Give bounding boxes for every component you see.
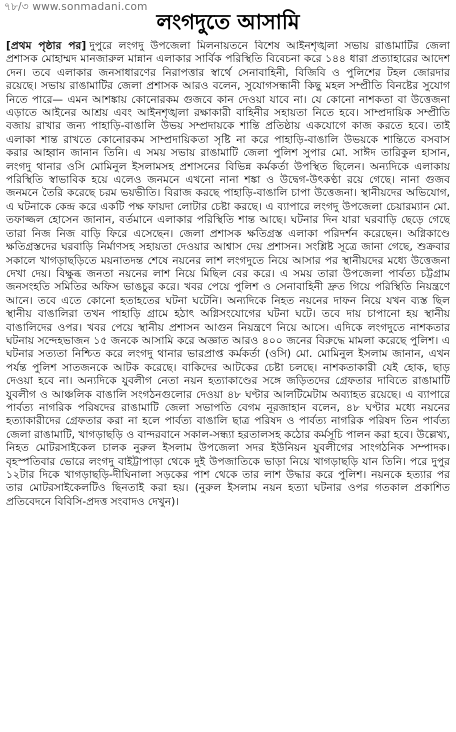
article-paragraph bbox=[6, 40, 450, 509]
continuation-label: [প্রথম পৃষ্ঠার পর] bbox=[6, 40, 87, 52]
site-watermark: ৭৮/৩ www.sonmadani.com bbox=[4, 1, 148, 13]
article-body-text: দুপুরে লংগদু উপজেলা মিলনায়তনে বিশেষ আইনশৃঙ্খলা সভায় রাঙামাটির জেলা প্রশাসক মোহাম্মদ মানজারুল মান্নান এলাকার সার্বিক পরিস্থিতি বিবেচনা করে ১৪৪ ধারা প্রত্যাহারের আদেশ দেন। তবে এলাকার জনসাধারণের নিরাপত্তার স্বার্থে সেনাবাহিনী, বিজিবি ও পুলিশের টহল জোরদার রয়েছে। সভায় রাঙামাটির জেলা প্রশাসক আরও বলেন, সুযোগসন্ধানী কিছু মহল সম্প্রীতি বিনষ্টের সুযোগ নিতে পারে— এমন আশঙ্কায় কোনোরকম গুজবে কান দেওয়া যাবে না। যে কোনো নাশকতা বা উত্তেজনা এড়াতে আইনের আশ্রয় এবং আইনশৃঙ্খলা রক্ষাকারী বাহিনীর সহায়তা নিতে হবে। সাম্প্রদায়িক সম্প্রীতি বজায় রাখার জন্য পাহাড়ি-বাঙালি উভয় সম্প্রদায়কে শান্তি প্রতিষ্ঠায় একযোগে কাজ করতে হবে। তাই এলাকা শান্ত রাখতে কোনোরকম সাম্প্রদায়িকতা সৃষ্টি না করে পাহাড়ি-বাঙালি উভয়কে শান্তিতে বসবাস করার আহ্বান জানান তিনি। এ সময় সভায় রাঙামাটি জেলা পুলিশ সুপার মো. সাঈদ তারিকুল হাসান, লংগদু থানার ওসি মোমিনুল ইসলামসহ প্রশাসনের বিভিন্ন কর্মকর্তা উপস্থিত ছিলেন। অন্যদিকে এলাকায় পরিস্থিতি স্বাভাবিক হয়ে এলেও জনমনে এখনো নানা শঙ্কা ও উদ্বেগ-উৎকণ্ঠা রয়ে গেছে। নানা গুজব জনমনে তৈরি করেছে চরম ভয়ভীতি। বিরাজ করছে পাহাড়ি-বাঙালি চাপা উত্তেজনা। স্থানীয়দের অভিযোগ, এ ঘটনাকে কেন্দ্র করে একটি পক্ষ ফায়দা লোটার চেষ্টা করছে। এ ব্যাপারে লংগদু উপজেলা চেয়ারম্যান মো. তফাজ্জল হোসেন জানান, বর্তমানে এলাকার পরিস্থিতি শান্ত আছে। ঘটনার দিন যারা ঘরবাড়ি ছেড়ে গেছে তারা নিজ নিজ বাড়ি ফিরে এসেছেন। জেলা প্রশাসক ক্ষতিগ্রস্ত এলাকা পরিদর্শন করেছেন। অগ্নিকাণ্ডে ক্ষতিগ্রস্তদের ঘরবাড়ি নির্মাণসহ সহায়তা দেওয়ার আশ্বাস দেয় প্রশাসন। সংশ্লিষ্ট সূত্রে জানা গেছে, শুক্রবার সকালে খাগড়াছড়িতে ময়নাতদন্ত শেষে নয়নের লাশ লংগদুতে নিয়ে আসার পর স্থানীয়দের মধ্যে উত্তেজনা দেখা দেয়। বিক্ষুব্ধ জনতা নয়নের লাশ নিয়ে মিছিল বের করে। এ সময় তারা উপজেলা পার্বত্য চট্টগ্রাম জনসংহতি সমিতির অফিস ভাঙচুর করে। খবর পেয়ে পুলিশ ও সেনাবাহিনী দ্রুত গিয়ে পরিস্থিতি নিয়ন্ত্রণে আনে। তবে এতে কোনো হতাহতের ঘটনা ঘটেনি। অন্যদিকে নিহত নয়নের দাফন নিয়ে যখন ব্যস্ত ছিল স্থানীয় বাঙালিরা তখন পাহাড়ি গ্রামে হঠাৎ অগ্নিসংযোগের ঘটনা ঘটে। তবে দায় চাপানো হয় স্থানীয় বাঙালিদের ওপর। খবর পেয়ে স্থানীয় প্রশাসন আগুন নিয়ন্ত্রণে নিয়ে আসে। এদিকে লংগদুতে নাশকতার ঘটনায় সন্দেহভাজন ১৫ জনকে আসামি করে অজ্ঞাত আরও ৪০০ জনের বিরুদ্ধে মামলা করেছে পুলিশ। এ ঘটনার সত্যতা নিশ্চিত করে লংগদু থানার ভারপ্রাপ্ত কর্মকর্তা (ওসি) মো. মোমিনুল ইসলাম জানান, এখন পর্যন্ত পুলিশ সাতজনকে আটক করেছে। বাকিদের আটকের চেষ্টা চলছে। নাশকতাকারী যেই হোক, ছাড় দেওয়া হবে না। অন্যদিকে যুবলীগ নেতা নয়ন হত্যাকাণ্ডের সঙ্গে জড়িতদের গ্রেফতার দাবিতে রাঙামাটি যুবলীগ ও আঞ্চলিক বাঙালি সংগঠনগুলোর দেওয়া ৪৮ ঘণ্টার আলটিমেটাম অব্যাহত রয়েছে। এ ব্যাপারে পার্বত্য নাগরিক পরিষদের রাঙামাটি জেলা সভাপতি বেগম নূরজাহান বলেন, ৪৮ ঘণ্টার মধ্যে নয়নের হত্যাকারীদের গ্রেফতার করা না হলে পার্বত্য বাঙালি ছাত্র পরিষদ ও পার্বত্য নাগরিক পরিষদ তিন পার্বত্য জেলা রাঙামাটি, খাগড়াছড়ি ও বান্দরবানে সকাল-সন্ধ্যা হরতালসহ কঠোর কর্মসূচি পালন করা হবে। উল্লেখ্য, নিহত মোটরসাইকেল চালক নুরুল ইসলাম উপজেলা সদর ইউনিয়ন যুবলীগের সাংগঠনিক সম্পাদক। বৃহস্পতিবার ভোরে লংগদু বাইট্টাপাড়া থেকে দুই উপজাতিকে ভাড়া নিয়ে খাগড়াছড়ি যান তিনি। পরে দুপুর ১২টার দিকে খাগড়াছড়ি-দীঘিনালা সড়কের পাশ থেকে তার লাশ উদ্ধার করে পুলিশ। নয়নকে হত্যার পর তার মোটরসাইকেলটিও ছিনতাই করা হয়। (নুরুল ইসলাম নয়ন হত্যা ঘটনার ওপর গতকাল প্রকাশিত প্রতিবেদনে বিবিসি-প্রদত্ত সংবাদও দেখুন)। bbox=[6, 40, 450, 508]
article-headline: লংগদুতে আসামি bbox=[156, 10, 300, 34]
article-body-column bbox=[6, 40, 450, 728]
